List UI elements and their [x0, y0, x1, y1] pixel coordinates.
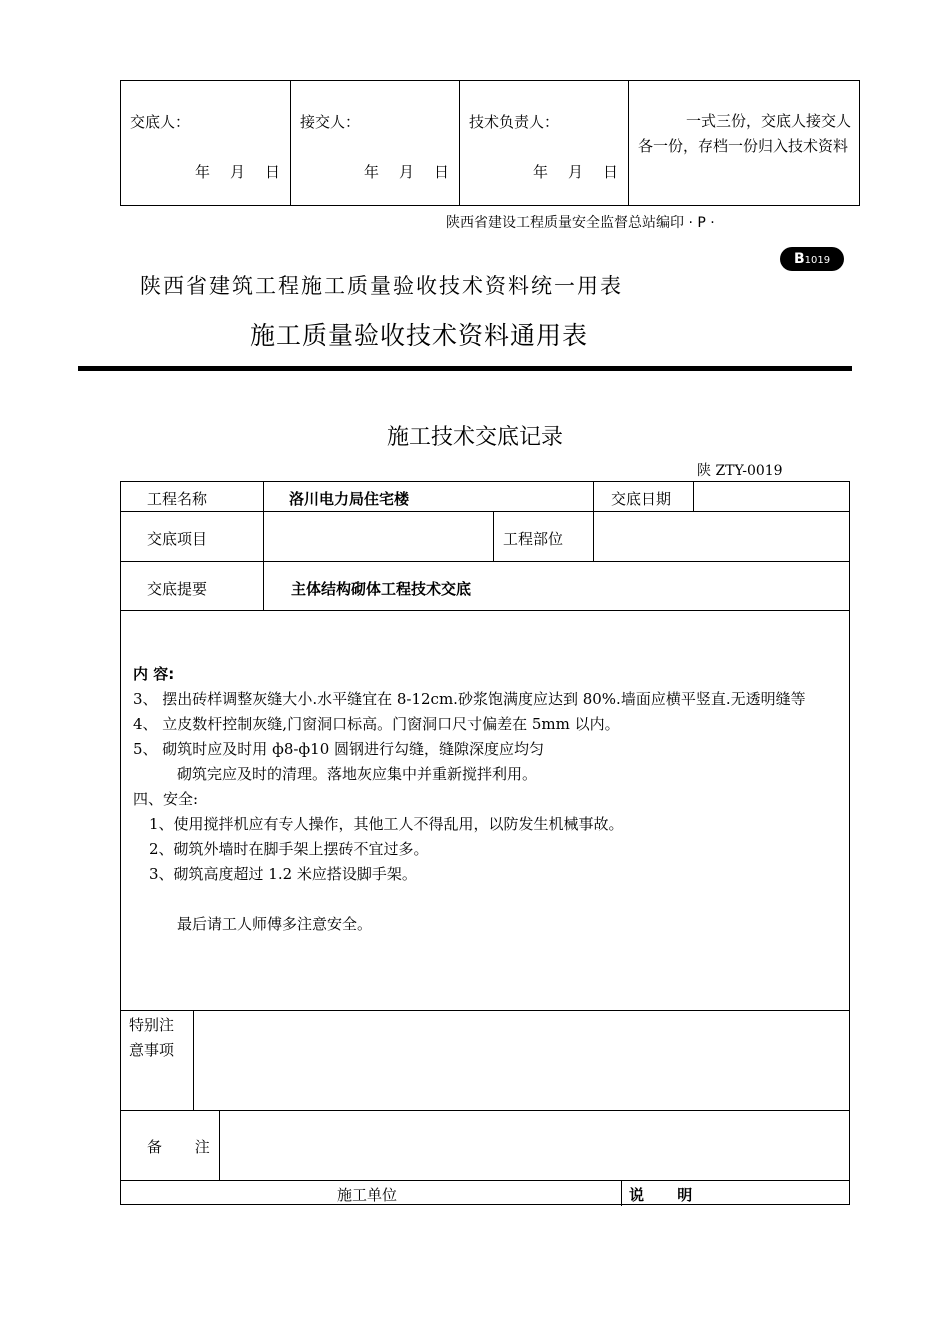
signoff-note-cell [629, 81, 859, 205]
safety-item-3: 3、砌筑高度超过 1.2 米应搭设脚手架。 [149, 865, 417, 883]
editor-line: 陕西省建设工程质量安全监督总站编印 · P · [446, 215, 715, 231]
summary-value: 主体结构砌体工程技术交底 [291, 580, 472, 598]
receiver-label: 接交人： [300, 113, 361, 131]
project-name-value: 洛川电力局住宅楼 [289, 490, 410, 508]
content-heading: 内 容: [133, 665, 175, 683]
safety-heading: 四、安全: [133, 790, 199, 808]
techlead-date [513, 161, 618, 182]
day-label: 日 [602, 163, 618, 181]
content-item-5-cont: 砌筑完应及时的清理。落地灰应集中并重新搅拌利用。 [177, 765, 538, 783]
handover-form [120, 481, 850, 1205]
col-divider [263, 482, 264, 610]
general-table-title: 施工质量验收技术资料通用表 [250, 321, 589, 350]
row-divider [121, 1010, 849, 1011]
badge-letter: B [793, 251, 805, 267]
form-number-badge [780, 247, 844, 271]
copies-note: 一式三份，交底人接交人各一份，存档一份归入技术资料 [638, 112, 852, 155]
handover-content [133, 662, 841, 937]
handover-date-label: 交底日期 [611, 490, 672, 508]
row-divider [121, 1180, 849, 1181]
col-divider [621, 1180, 622, 1206]
closing-note: 最后请工人师傅多注意安全。 [177, 915, 373, 933]
col-divider [593, 511, 594, 561]
signoff-handover-cell [121, 81, 291, 205]
col-divider [493, 511, 494, 561]
tech-lead-label: 技术负责人： [469, 113, 560, 131]
construction-unit-label: 施工单位 [337, 1186, 398, 1204]
handover-date [175, 161, 280, 182]
remark-label: 备 注 [147, 1138, 224, 1156]
year-label: 年 [532, 163, 548, 181]
col-divider [593, 482, 594, 511]
unified-table-title: 陕西省建筑工程施工质量验收技术资料统一用表 [140, 274, 623, 298]
col-divider [193, 1010, 194, 1110]
spacer [133, 887, 841, 912]
title-divider [78, 366, 852, 371]
month-label: 月 [567, 163, 583, 181]
receiver-date [344, 161, 449, 182]
summary-label: 交底提要 [147, 580, 208, 598]
month-label: 月 [398, 163, 414, 181]
row-divider [121, 511, 849, 512]
signoff-receiver-cell [291, 81, 460, 205]
handover-person-label: 交底人： [130, 113, 191, 131]
col-divider [693, 482, 694, 511]
year-label: 年 [194, 163, 210, 181]
month-label: 月 [229, 163, 245, 181]
record-code: 陕 ZTY-0019 [697, 463, 783, 479]
safety-item-2: 2、砌筑外墙时在脚手架上摆砖不宜过多。 [149, 840, 429, 858]
special-notes-label: 特别注意事项 [129, 1016, 175, 1059]
year-label: 年 [363, 163, 379, 181]
badge-number: 1019 [804, 255, 831, 266]
explanation-label: 说 明 [629, 1186, 707, 1204]
location-label: 工程部位 [503, 530, 564, 548]
day-label: 日 [433, 163, 449, 181]
row-divider [121, 1110, 849, 1111]
item-label: 交底项目 [147, 530, 208, 548]
signoff-techlead-cell [460, 81, 629, 205]
project-name-label: 工程名称 [147, 490, 208, 508]
signoff-table [120, 80, 860, 206]
safety-item-1: 1、使用搅拌机应有专人操作，其他工人不得乱用，以防发生机械事故。 [149, 815, 624, 833]
record-title: 施工技术交底记录 [386, 425, 563, 450]
day-label: 日 [264, 163, 280, 181]
row-divider [121, 610, 849, 611]
row-divider [121, 561, 849, 562]
content-item-4: 4、 立皮数杆控制灰缝,门窗洞口标高。门窗洞口尺寸偏差在 5mm 以内。 [133, 715, 620, 733]
content-item-5: 5、 砌筑时应及时用 ф8-ф10 圆钢进行勾缝，缝隙深度应均匀 [133, 740, 545, 758]
content-item-3: 3、 摆出砖样调整灰缝大小.水平缝宜在 8-12cm.砂浆饱满度应达到 80%.墙面应横平竖直.无透明缝等 [133, 690, 806, 708]
